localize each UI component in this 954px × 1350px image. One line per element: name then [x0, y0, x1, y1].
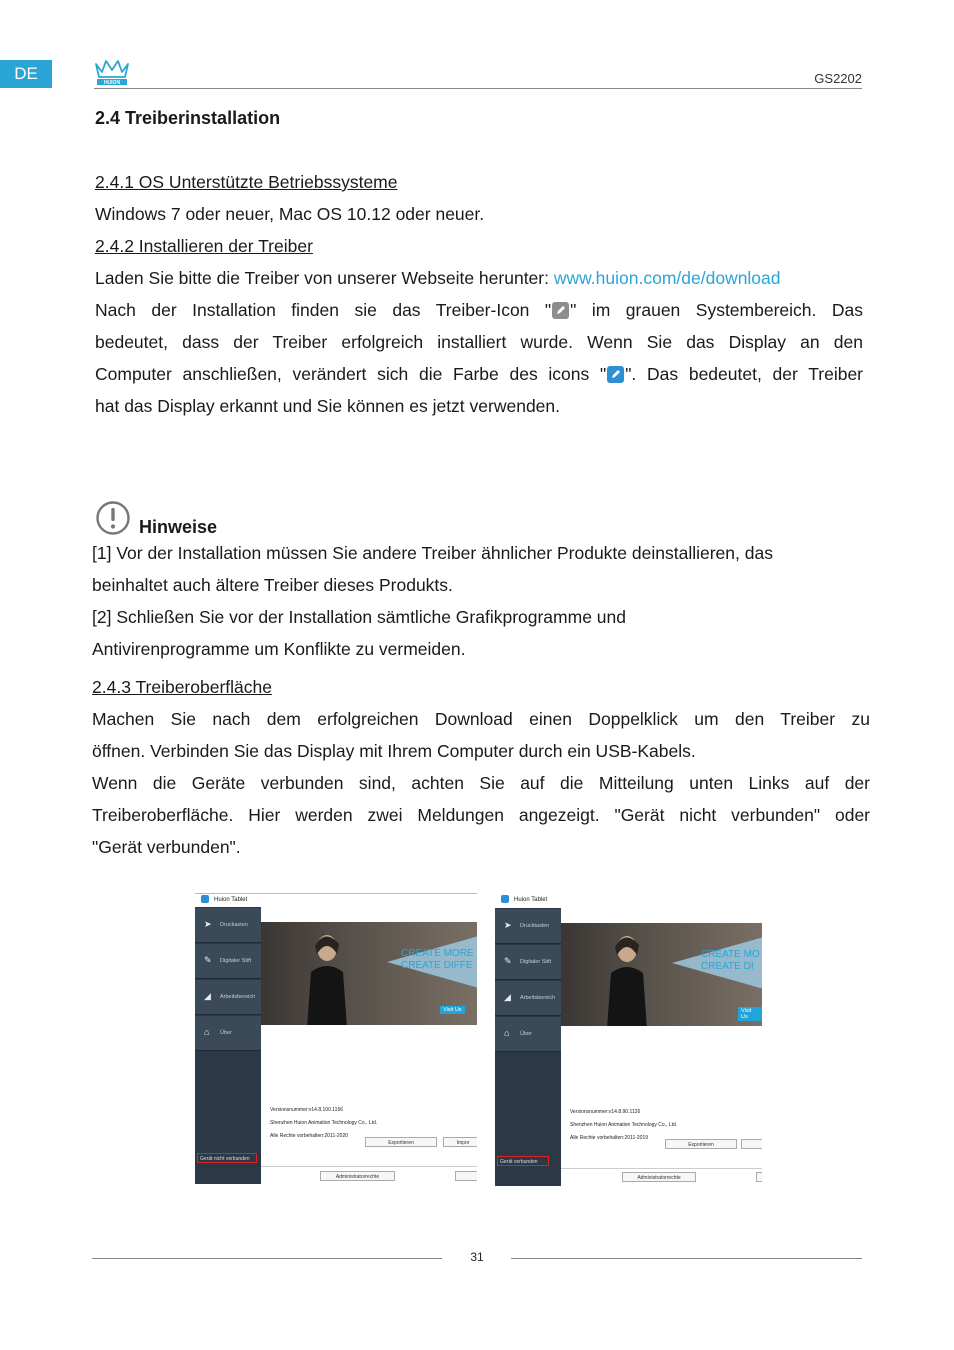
menu-label: Arbeitsbereich — [520, 995, 556, 1001]
sidebar — [495, 908, 561, 1186]
import-button[interactable] — [741, 1139, 762, 1149]
ui-line-2: öffnen. Verbinden Sie das Display mit Ihrem Computer durch ein USB-Kabels. — [92, 741, 696, 761]
copyright: Alle Rechte vorbehalten:2011-2019 — [570, 1135, 649, 1141]
driver-pen-icon-blue — [607, 366, 624, 383]
company-name: Shenzhen Huion Animation Technology Co., Ltd. — [270, 1120, 378, 1126]
company-name: Shenzhen Huion Animation Technology Co., Ltd. — [570, 1122, 678, 1128]
copyright: Alle Rechte vorbehalten:2011-2020 — [270, 1133, 349, 1139]
banner-text — [701, 949, 760, 973]
banner-line: CREATE DI — [701, 961, 754, 972]
visit-us-button[interactable]: Visit Us — [738, 1007, 762, 1021]
send-icon: ➤ — [204, 919, 212, 929]
admin-button[interactable]: Administratorrechte — [622, 1172, 696, 1182]
note-1-line-1: [1] Vor der Installation müssen Sie andere Treiber ähnlicher Produkte deinstallieren, das — [92, 543, 773, 563]
menu-item-drucktasten[interactable] — [495, 909, 561, 944]
text-fragment: Nach der Installation finden sie das Treiber-Icon " — [95, 300, 552, 320]
ui-line-4: Treiberoberfläche. Hier werden zwei Meldungen angezeigt. "Gerät nicht verbunden" oder — [92, 805, 870, 825]
logo-text: HUION — [103, 80, 121, 86]
window-title: Huion Tablet — [514, 897, 548, 903]
menu-label: Digitaler Stift — [220, 958, 252, 964]
menu-label: Über — [520, 1031, 532, 1037]
download-link[interactable]: www.huion.com/de/download — [553, 268, 781, 288]
section-title: 2.4 Treiberinstallation — [95, 108, 281, 128]
notes-title: Hinweise — [139, 517, 218, 537]
menu-item-digitaler-stift[interactable] — [195, 944, 261, 979]
ruler-icon: ◢ — [204, 991, 211, 1001]
os-text: Windows 7 oder neuer, Mac OS 10.12 oder neuer. — [95, 204, 485, 224]
window-title: Huion Tablet — [214, 897, 248, 903]
window-titlebar — [495, 894, 762, 907]
banner-text — [401, 948, 474, 972]
exclamation-circle-icon — [95, 500, 131, 541]
note-1-line-2: beinhaltet auch ältere Treiber dieses Produkts. — [92, 575, 453, 595]
pen-icon: ✎ — [504, 956, 512, 966]
footer-line-left — [92, 1258, 442, 1259]
menu-item-uber[interactable] — [195, 1016, 261, 1051]
ui-line-5: "Gerät verbunden". — [92, 837, 241, 857]
install-heading: 2.4.2 Installieren der Treiber — [95, 236, 313, 256]
driver-pen-icon-gray — [552, 302, 569, 319]
menu-item-arbeitsbereich[interactable] — [495, 981, 561, 1016]
version-info — [570, 1106, 677, 1145]
banner-line: CREATE MORE — [401, 948, 474, 959]
export-button[interactable]: Exportieren — [665, 1139, 737, 1149]
menu-label: Drucktasten — [520, 923, 550, 929]
connection-status: Gerät verbunden — [497, 1156, 549, 1166]
menu-item-digitaler-stift[interactable] — [495, 945, 561, 980]
home-icon: ⌂ — [204, 1027, 210, 1037]
download-text: Laden Sie bitte die Treiber von unserer Webseite herunter: — [95, 268, 554, 288]
page-number: 31 — [470, 1250, 484, 1264]
menu-item-arbeitsbereich[interactable] — [195, 980, 261, 1015]
menu-label: Arbeitsbereich — [220, 994, 256, 1000]
app-icon — [501, 895, 509, 903]
send-icon: ➤ — [504, 920, 512, 930]
menu-item-uber[interactable] — [495, 1017, 561, 1052]
install-paragraph-line-4: hat das Display erkannt und Sie können es jetzt verwenden. — [95, 396, 561, 416]
person-illustration — [303, 928, 349, 1025]
ui-line-1: Machen Sie nach dem erfolgreichen Download einen Doppelklick um den Treiber zu — [92, 709, 870, 729]
banner-line: CREATE MO — [701, 949, 760, 960]
header-divider — [94, 88, 862, 89]
pen-icon: ✎ — [204, 955, 212, 965]
sidebar — [195, 907, 261, 1184]
driver-screenshot-disconnected — [195, 893, 477, 1184]
footer-divider — [261, 1166, 477, 1167]
note-2-line-2: Antivirenprogramme um Konflikte zu vermeiden. — [92, 639, 466, 659]
driver-screenshot-connected — [495, 893, 762, 1186]
banner-line: CREATE DIFFE — [401, 960, 473, 971]
banner-image — [561, 923, 762, 1026]
menu-label: Über — [220, 1030, 232, 1036]
ruler-icon: ◢ — [504, 992, 511, 1002]
footer-divider — [561, 1168, 762, 1169]
app-icon — [201, 895, 209, 903]
version-info — [270, 1104, 377, 1143]
install-paragraph-line-2: bedeutet, dass der Treiber erfolgreich installiert wurde. Wenn Sie das Display an den — [95, 332, 863, 352]
visit-us-button[interactable]: Visit Us — [440, 1006, 465, 1014]
text-fragment: Computer anschließen, verändert sich die Farbe des icons " — [95, 364, 607, 384]
huion-crown-logo-icon — [93, 58, 131, 86]
menu-item-drucktasten[interactable] — [195, 908, 261, 943]
home-icon: ⌂ — [504, 1028, 510, 1038]
model-number: GS2202 — [814, 71, 862, 86]
footer-line-right — [511, 1258, 862, 1259]
install-paragraph-line-1 — [95, 294, 863, 326]
ui-line-3: Wenn die Geräte verbunden sind, achten Sie auf die Mitteilung unten Links auf der — [92, 773, 870, 793]
ui-heading: 2.4.3 Treiberoberfläche — [92, 677, 272, 697]
import-button[interactable]: Impor — [443, 1137, 477, 1147]
version-number: Versionsnummer:v14.8.100.1156 — [270, 1107, 344, 1113]
install-paragraph-line-3 — [95, 358, 863, 390]
os-heading: 2.4.1 OS Unterstützte Betriebssysteme — [95, 172, 398, 192]
text-fragment: " im grauen Systembereich. Das — [570, 300, 863, 320]
version-number: Versionsnummer:v14.8.90.1126 — [570, 1109, 641, 1115]
download-line — [95, 262, 781, 294]
menu-label: Druckasten — [220, 922, 248, 928]
export-button[interactable]: Exportieren — [365, 1137, 437, 1147]
menu-label: Digitaler Stift — [520, 959, 552, 965]
connection-status: Gerät nicht verbunden — [197, 1153, 257, 1163]
admin-button[interactable]: Administratorrechte — [320, 1171, 395, 1181]
extra-button[interactable] — [455, 1171, 477, 1181]
extra-button[interactable] — [756, 1172, 762, 1182]
note-2-line-1: [2] Schließen Sie vor der Installation sämtliche Grafikprogramme und — [92, 607, 626, 627]
huion-logo — [93, 58, 131, 91]
window-titlebar — [195, 894, 477, 907]
person-illustration — [603, 929, 649, 1026]
language-badge: DE — [0, 60, 52, 88]
text-fragment: ". Das bedeutet, der Treiber — [625, 364, 864, 384]
banner-image — [261, 922, 477, 1025]
